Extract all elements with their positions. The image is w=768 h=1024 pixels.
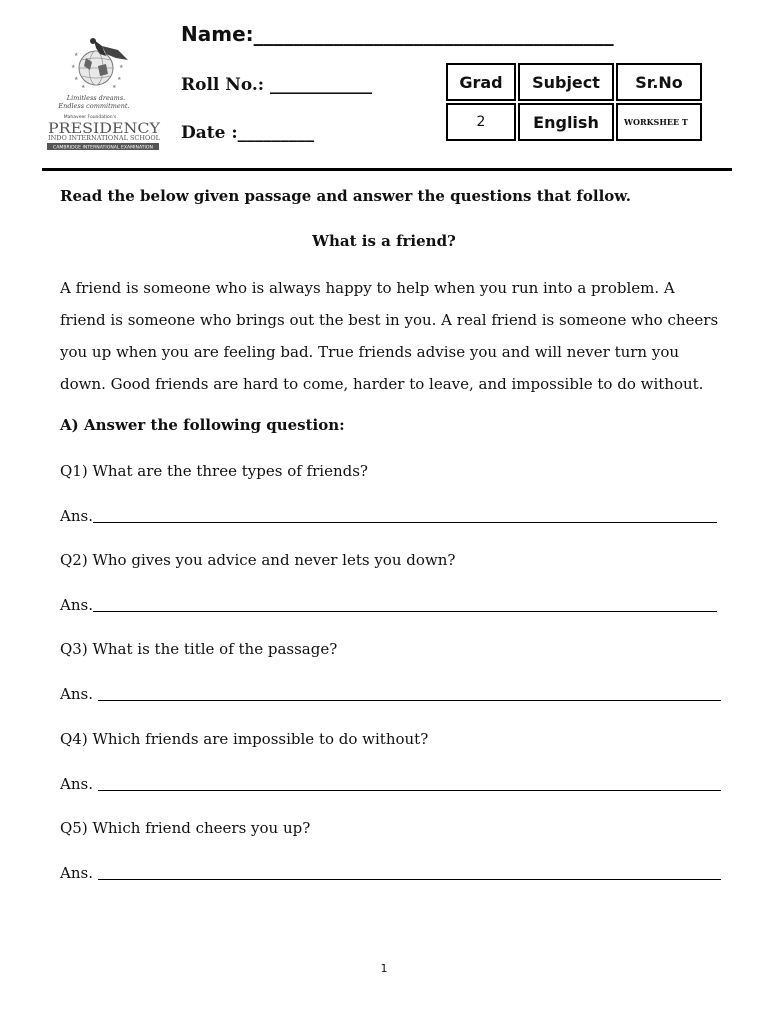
roll-number-field[interactable]: Roll No.: ____________ <box>181 75 372 95</box>
answer-line[interactable] <box>93 506 717 523</box>
globe-icon <box>79 51 113 85</box>
answer-5[interactable] <box>60 863 721 882</box>
info-table-value-row <box>446 103 702 141</box>
info-table-header-row <box>446 63 702 101</box>
answer-label: Ans. <box>60 507 93 525</box>
grade-value: 2 <box>446 103 516 141</box>
logo-foundation: Mahaveer Foundation's <box>63 115 117 120</box>
logo-school-subname: INDO INTERNATIONAL SCHOOL <box>48 135 161 142</box>
question-3: Q3) What is the title of the passage? <box>60 640 338 658</box>
srno-header: Sr.No <box>616 63 702 101</box>
logo-tagline-1: Limitless dreams. <box>66 94 126 102</box>
logo-band-text: CAMBRIDGE INTERNATIONAL EXAMINATION <box>53 144 153 150</box>
answer-line[interactable] <box>98 863 721 880</box>
answer-label: Ans. <box>60 596 93 614</box>
answer-line[interactable] <box>98 684 721 701</box>
page-number: 1 <box>380 962 388 975</box>
question-4: Q4) Which friends are impossible to do without? <box>60 730 429 748</box>
answer-4[interactable] <box>60 774 721 793</box>
question-2: Q2) Who gives you advice and never lets you down? <box>60 551 456 569</box>
svg-text:★: ★ <box>74 76 79 82</box>
svg-text:★: ★ <box>119 64 124 70</box>
worksheet-info-table <box>444 61 704 143</box>
name-field[interactable]: Name:____________________________________ <box>181 22 614 46</box>
section-heading: A) Answer the following question: <box>60 416 345 434</box>
answer-line[interactable] <box>93 595 717 612</box>
svg-text:★: ★ <box>71 64 76 70</box>
logo-tagline-2: Endless commitment. <box>58 102 130 110</box>
date-field[interactable]: Date :_________ <box>181 123 315 143</box>
answer-label: Ans. <box>60 685 98 703</box>
srno-value: WORKSHEE T <box>616 103 702 141</box>
grade-header: Grad <box>446 63 516 101</box>
svg-text:★: ★ <box>117 76 122 82</box>
answer-line[interactable] <box>98 774 721 791</box>
logo-school-name: PRESIDENCY <box>48 121 161 137</box>
instruction-text: Read the below given passage and answer the questions that follow. <box>60 187 631 205</box>
answer-label: Ans. <box>60 775 98 793</box>
question-1: Q1) What are the three types of friends? <box>60 462 368 480</box>
passage-title: What is a friend? <box>312 232 456 250</box>
svg-text:★: ★ <box>81 84 86 90</box>
header-divider <box>42 168 732 171</box>
subject-value: English <box>518 103 614 141</box>
svg-text:★: ★ <box>112 84 117 90</box>
answer-2[interactable] <box>60 595 717 614</box>
answer-label: Ans. <box>60 864 98 882</box>
svg-text:★: ★ <box>74 52 79 58</box>
school-logo <box>46 36 162 154</box>
answer-1[interactable] <box>60 506 717 525</box>
subject-header: Subject <box>518 63 614 101</box>
passage-text: A friend is someone who is always happy to help when you run into a problem. A friend is someone who brings out the best in you. A real friend is someone who cheers you up when you are feeling bad. True friends advise you and will never turn you down. Good friends are hard to come, harder to leave, and impossible to do without. <box>60 279 719 393</box>
answer-3[interactable] <box>60 684 721 703</box>
question-5: Q5) Which friend cheers you up? <box>60 819 311 837</box>
